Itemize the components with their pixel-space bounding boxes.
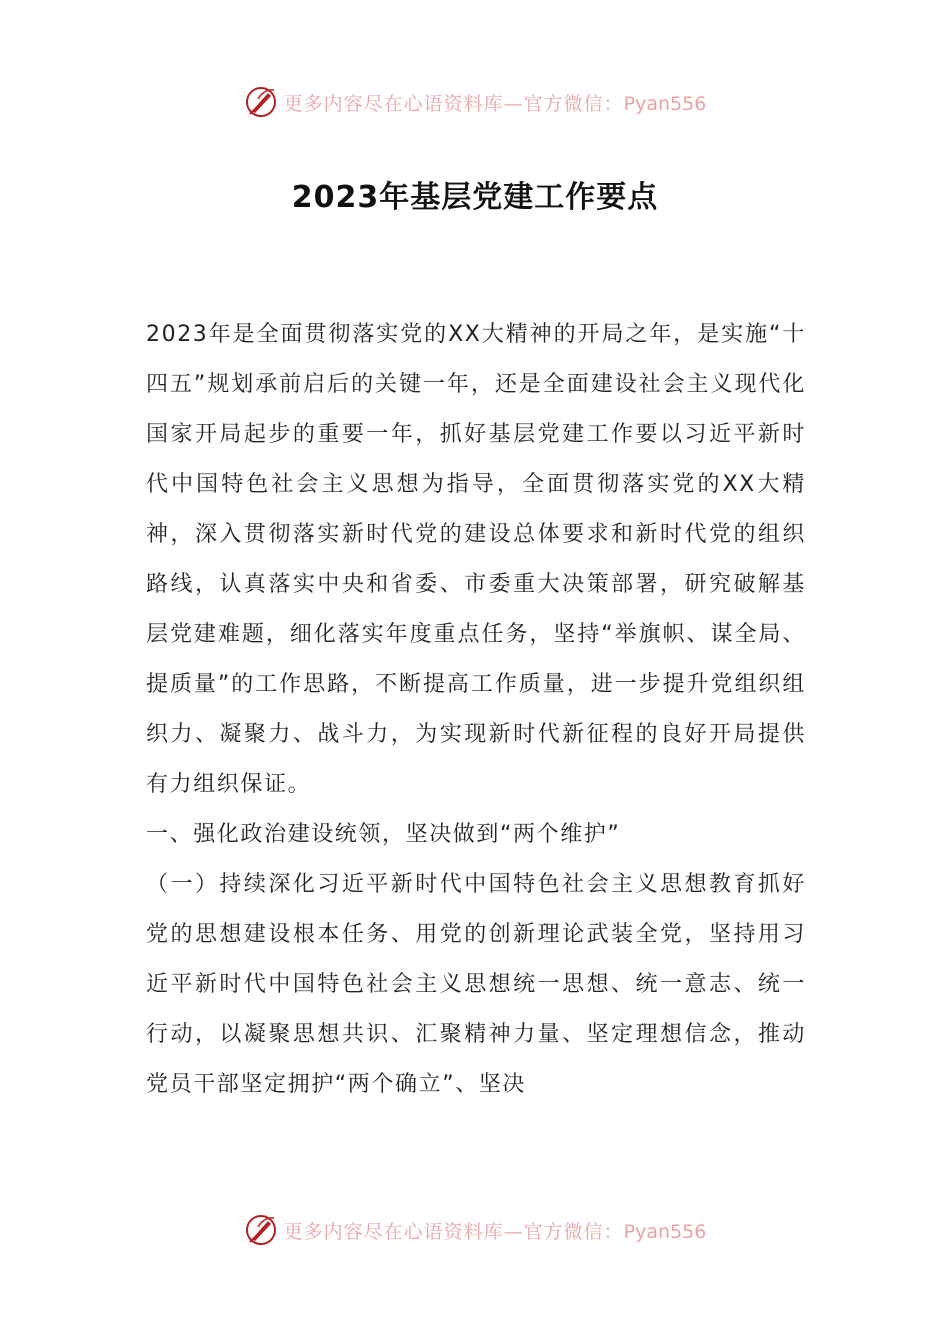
intro-paragraph: 2023年是全面贯彻落实党的XX大精神的开局之年，是实施“十四五”规划承前启后的关键一年，还是全面建设社会主义现代化国家开局起步的重要一年，抓好基层党建工作要以习近平新时代中国特色社会主义思想为指导，全面贯彻落实党的XX大精神，深入贯彻落实新时代党的建设总体要求和新时代党的组织路线，认真落实中央和省委、市委重大决策部署，研究破解基层党建难题，细化落实年度重点任务，坚持“举旗帜、谋全局、提质量”的工作思路，不断提高工作质量，进一步提升党组织组织力、凝聚力、战斗力，为实现新时代新征程的良好开局提供有力组织保证。 (146, 322, 806, 797)
header-banner-text: 更多内容尽在心语资料库—官方微信：Pyan556 (283, 92, 707, 115)
footer-banner-text: 更多内容尽在心语资料库—官方微信：Pyan556 (283, 1220, 707, 1243)
footer-banner-handle: Pyan556 (623, 1220, 707, 1243)
subsection-paragraph-1: （一）持续深化习近平新时代中国特色社会主义思想教育抓好党的思想建设根本任务、用党的创新理论武装全党，坚持用习近平新时代中国特色社会主义思想统一思想、统一意志、统一行动，以凝聚思想共识、汇聚精神力量、坚定理想信念，推动党员干部坚定拥护“两个确立”、坚决 (146, 872, 806, 1097)
quill-pen-logo-icon (244, 85, 278, 119)
header-banner-handle: Pyan556 (623, 92, 707, 115)
footer-watermark-banner (0, 1210, 950, 1250)
quill-pen-logo-icon (244, 1213, 278, 1247)
document-body (146, 310, 806, 1110)
section-heading-1: 一、强化政治建设统领，坚决做到“两个维护” (146, 822, 621, 847)
header-watermark-banner (0, 82, 950, 122)
document-title: 2023年基层党建工作要点 (291, 180, 659, 215)
